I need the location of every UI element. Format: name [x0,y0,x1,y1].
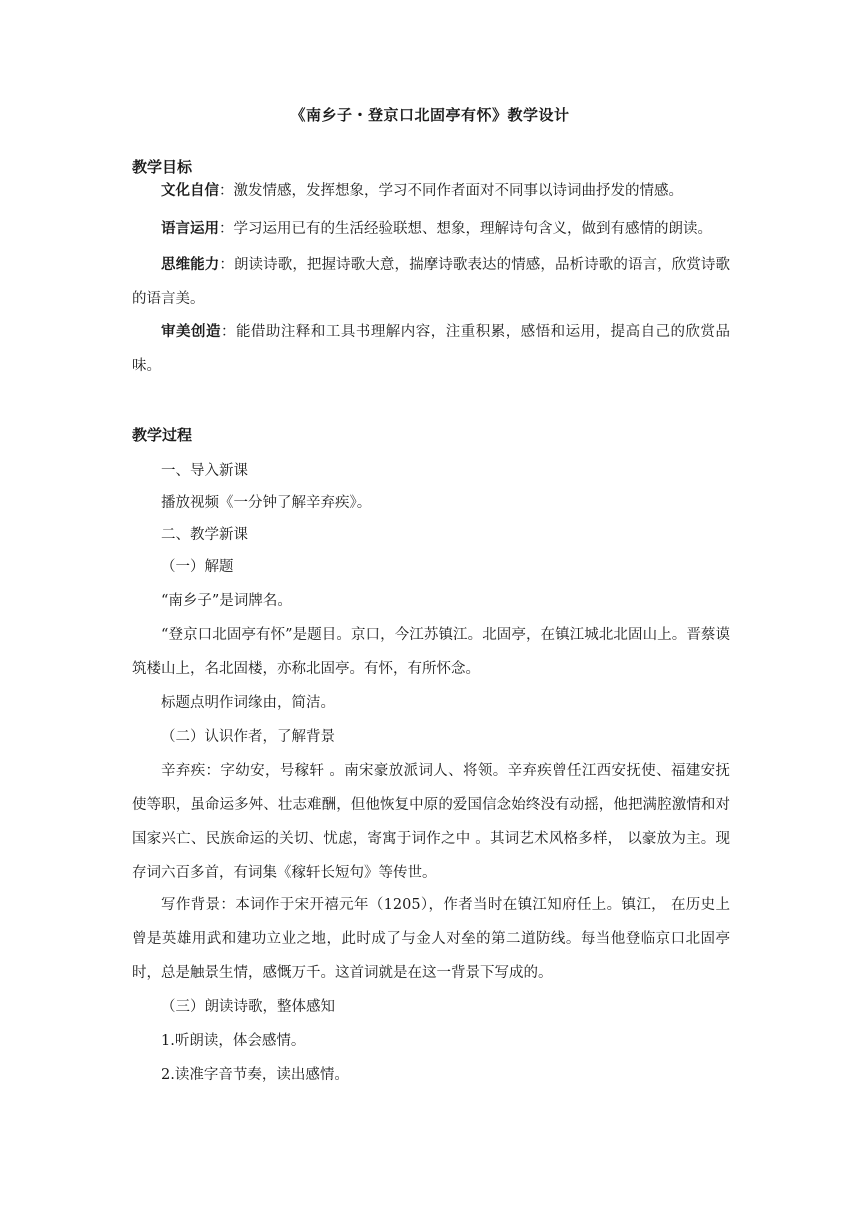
goal-language-text: ：学习运用已有的生活经验联想、想象，理解诗句含义，做到有感情的朗读。 [219,221,712,237]
goal-culture-text: ：激发情感，发挥想象，学习不同作者面对不同事以诗词曲抒发的情感。 [219,183,683,199]
process-heading: 教学过程 [132,426,193,444]
goal-aesthetics [132,315,730,383]
section-new-lesson: 二、教学新课 [161,527,248,543]
reading-step-2: 2.读准字音节奏，读出感情。 [161,1067,349,1083]
goals-heading: 教学目标 [132,158,193,176]
writing-background: 写作背景：本词作于宋开禧元年（1205），作者当时在镇江知府任上。镇江， 在历史上曾是英雄用武和建功立业之地，此时成了与金人对垒的第二道防线。每当他登临京口北固亭时，总是触景生情，感慨万千。这首词就是在这一背景下写成的。 [132,897,730,981]
goal-thinking-label: 思维能力 [161,257,220,273]
goal-culture [132,174,730,208]
goal-aesthetics-label: 审美创造 [161,324,221,340]
sub-author: （二）认识作者，了解背景 [161,729,335,745]
intro-video: 播放视频《一分钟了解辛弃疾》。 [161,495,372,511]
goal-thinking [132,248,730,316]
section-intro: 一、导入新课 [161,463,248,479]
sub-interpret-title: （一）解题 [161,559,234,575]
goal-language [132,212,730,246]
title-summary: 标题点明作词缘由，简洁。 [161,695,335,711]
goal-thinking-text: ：朗读诗歌，把握诗歌大意，揣摩诗歌表达的情感，品析诗歌的语言，欣赏诗歌的语言美。 [132,257,731,307]
reading-step-1: 1.听朗读，体会感情。 [161,1033,306,1049]
sub-reading: （三）朗读诗歌，整体感知 [161,999,335,1015]
goal-culture-label: 文化自信 [161,183,219,199]
cipai-note: “南乡子”是词牌名。 [161,593,292,609]
title-explanation: “登京口北固亭有怀”是题目。京口，今江苏镇江。北固亭，在镇江城北北固山上。晋蔡谟筑楼山上，名北固楼，亦称北固亭。有怀，有所怀念。 [132,627,730,677]
goal-language-label: 语言运用 [161,221,219,237]
goal-aesthetics-text: ：能借助注释和工具书理解内容，注重积累，感悟和运用，提高自己的欣赏品味。 [132,324,731,374]
document-title: 《南乡子・登京口北固亭有怀》教学设计 [290,106,570,124]
author-bio: 辛弃疾：字幼安，号稼轩 。南宋豪放派词人、将领。辛弃疾曾任江西安抚使、福建安抚使等职，虽命运多舛、壮志难酬，但他恢复中原的爱国信念始终没有动摇，他把满腔激情和对国家兴亡、民族命运的关切、忧虑，寄寓于词作之中 。其词艺术风格多样， 以豪放为主。现存词六百多首，有词集《稼轩长短句》等传世。 [132,763,730,881]
